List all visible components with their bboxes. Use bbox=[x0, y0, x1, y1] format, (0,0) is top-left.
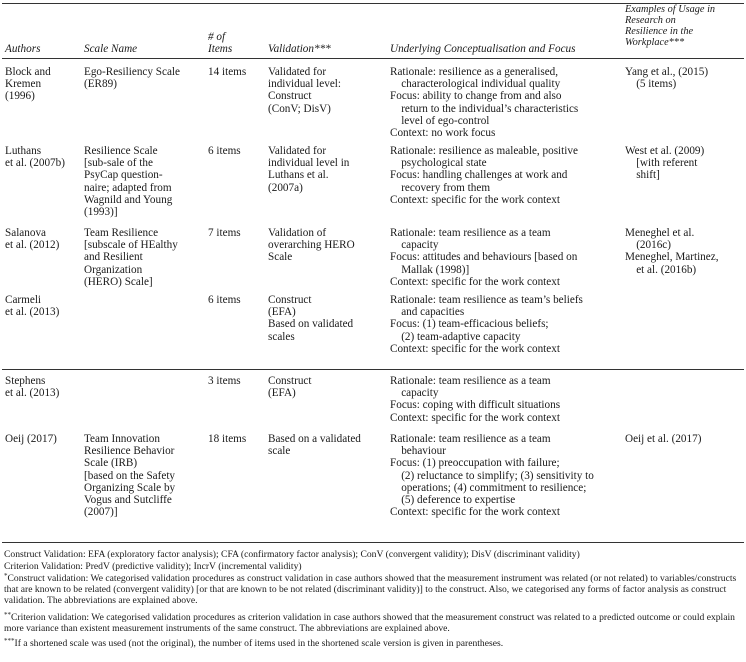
row-4-authors: Carmeli et al. (2013) bbox=[5, 294, 60, 319]
row-2-authors: Luthans et al. (2007b) bbox=[5, 145, 65, 170]
note-construct-abbreviations: Construct Validation: EFA (exploratory factor analysis); CFA (confirmatory factor analysis); ConV (convergent validity); DisV (discriminant validity) bbox=[4, 549, 580, 560]
row-3-scale: Team Resilience [subscale of HEalthy and Resilient Organization (HERO) Scale] bbox=[84, 227, 178, 288]
row-4-validation: Construct (EFA) Based on validated scales bbox=[268, 294, 354, 343]
row-3-conceptualisation: Rationale: team resilience as a team capacity Focus: attitudes and behaviours [based on Mallak (1998)] Context: specific for the work context bbox=[390, 227, 578, 288]
row-1-validation: Validated for individual level: Construct (ConV; DisV) bbox=[268, 66, 342, 115]
row-1-items: 14 items bbox=[208, 66, 247, 78]
footnote-shortened-scale bbox=[4, 638, 742, 649]
footnote-marker: * bbox=[4, 572, 8, 580]
footnote-criterion-validation bbox=[4, 612, 742, 634]
row-3-examples: Meneghel et al. (2016c) Meneghel, Martinez, et al. (2016b) bbox=[625, 227, 719, 276]
row-2-scale: Resilience Scale [sub-sale of the PsyCap question- naire; adapted from Wagnild and Young (1993)] bbox=[84, 145, 173, 219]
row-5-conceptualisation: Rationale: team resilience as a team capacity Focus: coping with difficult situations Context: specific for the work context bbox=[390, 375, 561, 424]
row-6-authors: Oeij (2017) bbox=[5, 433, 57, 445]
row-1-authors: Block and Kremen (1996) bbox=[5, 66, 51, 103]
footnote-text: Criterion validation: We categorised validation procedures as criterion validation in case authors showed that the measurement construct was related to a predicted outcome or could explain more variance than existent measurement instruments of the same construct. The abbreviations are explained above. bbox=[4, 612, 735, 635]
footnote-marker: *** bbox=[4, 637, 15, 645]
row-5-authors: Stephens et al. (2013) bbox=[5, 375, 60, 400]
row-2-conceptualisation: Rationale: resilience as maleable, positive psychological state Focus: handling challenges at work and recovery from them Context: specific for the work context bbox=[390, 145, 578, 206]
row-6-items: 18 items bbox=[208, 433, 247, 445]
note-criterion-abbreviations: Criterion Validation: PredV (predictive validity); IncrV (incremental validity) bbox=[4, 561, 302, 572]
row-2-items: 6 items bbox=[208, 145, 241, 157]
row-2-validation: Validated for individual level in Luthans et al. (2007a) bbox=[268, 145, 350, 194]
header-validation: Validation*** bbox=[268, 43, 331, 55]
row-3-items: 7 items bbox=[208, 227, 241, 239]
row-4-items: 6 items bbox=[208, 294, 241, 306]
header-num-items: # of Items bbox=[208, 31, 233, 56]
row-6-conceptualisation: Rationale: team resilience as a team behaviour Focus: (1) preoccupation with failure; (2) reluctance to simplify; (3) sensitivity to operations; (4) commitment to resilience; (5) deference to expertise Context: specific for the work context bbox=[390, 433, 594, 519]
row-3-authors: Salanova et al. (2012) bbox=[5, 227, 60, 252]
row-4-conceptualisation: Rationale: team resilience as team’s beliefs and capacities Focus: (1) team-efficacious beliefs; (2) team-adaptive capacity Context: specific for the work context bbox=[390, 294, 583, 355]
footnote-text: If a shortened scale was used (not the original), the number of items used in the shortened scale version is given in parentheses. bbox=[14, 638, 504, 649]
header-scale-name: Scale Name bbox=[84, 43, 138, 55]
row-divider-rule bbox=[2, 369, 744, 370]
row-1-examples: Yang et al., (2015) (5 items) bbox=[625, 66, 709, 91]
header-examples: Examples of Usage in Research on Resilience in the Workplace*** bbox=[625, 4, 716, 49]
row-3-validation: Validation of overarching HERO Scale bbox=[268, 227, 355, 264]
row-1-conceptualisation: Rationale: resilience as a generalised, characterological individual quality Focus: ability to change from and also return to the individual’s characteristics level of ego-control Context: no work focus bbox=[390, 66, 579, 140]
row-2-examples: West et al. (2009) [with referent shift] bbox=[625, 145, 705, 182]
row-6-scale: Team Innovation Resilience Behavior Scale (IRB) [based on the Safety Organizing Scale by Vogus and Sutcliffe (2007)] bbox=[84, 433, 176, 519]
row-5-validation: Construct (EFA) bbox=[268, 375, 312, 400]
footnote-construct-validation bbox=[4, 573, 742, 607]
footnote-text: Construct validation: We categorised validation procedures as construct validation in case authors showed that the measurement instrument was related (or not related) to variables/constructs that are known to be related (convergent validity) [or that are known to be not related (discriminant validity)] to the construct. Also, we categorised any forms of factor analysis as construct validation. The abbreviations are explained above. bbox=[4, 573, 737, 607]
header-authors: Authors bbox=[5, 43, 41, 55]
footnote-marker: ** bbox=[4, 611, 11, 619]
row-6-validation: Based on a validated scale bbox=[268, 433, 361, 458]
row-1-scale: Ego-Resiliency Scale (ER89) bbox=[84, 66, 180, 91]
row-6-examples: Oeij et al. (2017) bbox=[625, 433, 702, 445]
header-bottom-rule bbox=[2, 58, 744, 59]
header-conceptualisation: Underlying Conceptualisation and Focus bbox=[390, 43, 576, 55]
table-bottom-rule bbox=[2, 542, 744, 543]
row-5-items: 3 items bbox=[208, 375, 241, 387]
